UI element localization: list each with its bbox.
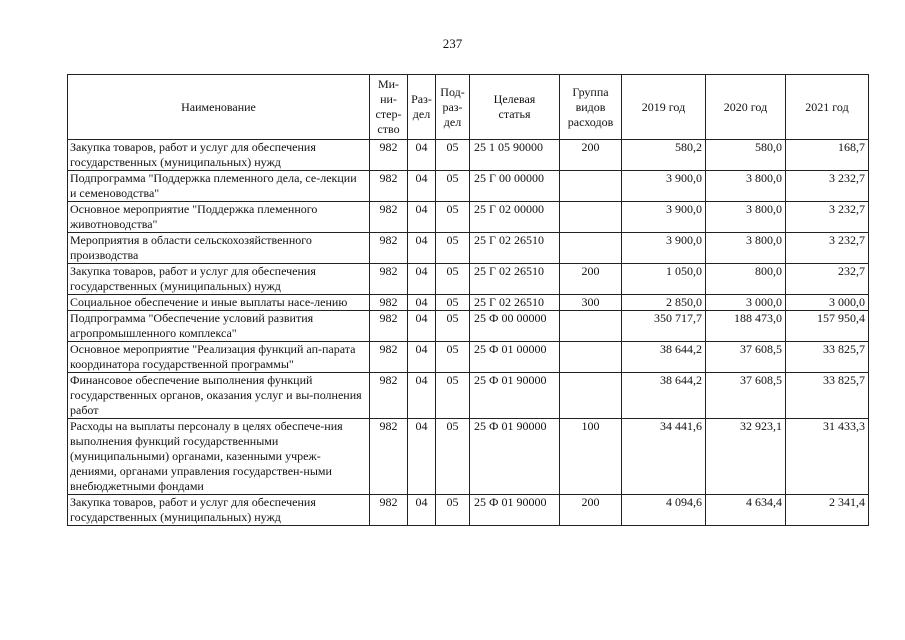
cell-group: 300 [560, 295, 622, 311]
header-target: Целевая статья [470, 75, 560, 140]
cell-group [560, 373, 622, 419]
cell-2021: 157 950,4 [786, 311, 869, 342]
cell-name: Социальное обеспечение и иные выплаты насе-лению [68, 295, 370, 311]
cell-group [560, 202, 622, 233]
cell-2020: 37 608,5 [706, 373, 786, 419]
table-row [68, 171, 869, 202]
cell-subsection: 05 [436, 311, 470, 342]
cell-2021: 168,7 [786, 140, 869, 171]
cell-target: 25 Г 02 26510 [470, 295, 560, 311]
table-row [68, 419, 869, 495]
cell-2019: 38 644,2 [622, 342, 706, 373]
cell-group: 200 [560, 140, 622, 171]
cell-2021: 31 433,3 [786, 419, 869, 495]
cell-subsection: 05 [436, 295, 470, 311]
cell-2019: 4 094,6 [622, 495, 706, 526]
cell-ministry: 982 [370, 495, 408, 526]
cell-2020: 3 800,0 [706, 233, 786, 264]
cell-name: Основное мероприятие "Реализация функций ап-парата координатора государственной программы" [68, 342, 370, 373]
cell-group: 100 [560, 419, 622, 495]
cell-name: Закупка товаров, работ и услуг для обеспечения государственных (муниципальных) нужд [68, 264, 370, 295]
cell-2020: 580,0 [706, 140, 786, 171]
cell-section: 04 [408, 419, 436, 495]
cell-2020: 800,0 [706, 264, 786, 295]
cell-2021: 3 232,7 [786, 233, 869, 264]
cell-subsection: 05 [436, 264, 470, 295]
cell-2020: 4 634,4 [706, 495, 786, 526]
cell-section: 04 [408, 140, 436, 171]
header-name: Наименование [68, 75, 370, 140]
cell-section: 04 [408, 373, 436, 419]
cell-target: 25 Г 00 00000 [470, 171, 560, 202]
cell-target: 25 Г 02 26510 [470, 233, 560, 264]
cell-2021: 33 825,7 [786, 373, 869, 419]
cell-target: 25 Г 02 26510 [470, 264, 560, 295]
cell-target: 25 Ф 01 90000 [470, 373, 560, 419]
cell-target: 25 Ф 01 90000 [470, 419, 560, 495]
header-2019: 2019 год [622, 75, 706, 140]
cell-group [560, 171, 622, 202]
cell-name: Финансовое обеспечение выполнения функций государственных органов, оказания услуг и вы-полнения работ [68, 373, 370, 419]
cell-2019: 34 441,6 [622, 419, 706, 495]
cell-section: 04 [408, 233, 436, 264]
cell-subsection: 05 [436, 171, 470, 202]
cell-name: Подпрограмма "Обеспечение условий развития агропромышленного комплекса" [68, 311, 370, 342]
header-ministry: Ми- ни- стер- ство [370, 75, 408, 140]
cell-2021: 232,7 [786, 264, 869, 295]
cell-name: Основное мероприятие "Поддержка племенного животноводства" [68, 202, 370, 233]
page-number: 237 [442, 36, 463, 51]
cell-target: 25 1 05 90000 [470, 140, 560, 171]
table-row [68, 373, 869, 419]
cell-ministry: 982 [370, 171, 408, 202]
cell-subsection: 05 [436, 202, 470, 233]
header-2020: 2020 год [706, 75, 786, 140]
cell-ministry: 982 [370, 202, 408, 233]
cell-section: 04 [408, 264, 436, 295]
cell-subsection: 05 [436, 342, 470, 373]
cell-2020: 188 473,0 [706, 311, 786, 342]
cell-2019: 3 900,0 [622, 171, 706, 202]
table-row [68, 233, 869, 264]
cell-2019: 580,2 [622, 140, 706, 171]
cell-name: Закупка товаров, работ и услуг для обеспечения государственных (муниципальных) нужд [68, 140, 370, 171]
cell-ministry: 982 [370, 419, 408, 495]
header-section: Раз- дел [408, 75, 436, 140]
cell-group [560, 311, 622, 342]
cell-ministry: 982 [370, 295, 408, 311]
cell-target: 25 Г 02 00000 [470, 202, 560, 233]
cell-2019: 3 900,0 [622, 202, 706, 233]
cell-section: 04 [408, 202, 436, 233]
cell-target: 25 Ф 00 00000 [470, 311, 560, 342]
cell-section: 04 [408, 171, 436, 202]
cell-group [560, 342, 622, 373]
cell-subsection: 05 [436, 373, 470, 419]
cell-2019: 3 900,0 [622, 233, 706, 264]
cell-subsection: 05 [436, 495, 470, 526]
cell-group: 200 [560, 495, 622, 526]
cell-ministry: 982 [370, 342, 408, 373]
cell-ministry: 982 [370, 311, 408, 342]
cell-2020: 3 000,0 [706, 295, 786, 311]
table-row [68, 311, 869, 342]
header-subsection: Под- раз- дел [436, 75, 470, 140]
cell-subsection: 05 [436, 233, 470, 264]
cell-2021: 3 232,7 [786, 171, 869, 202]
cell-section: 04 [408, 311, 436, 342]
table-body [68, 140, 869, 526]
cell-subsection: 05 [436, 419, 470, 495]
table-row [68, 295, 869, 311]
cell-name: Закупка товаров, работ и услуг для обеспечения государственных (муниципальных) нужд [68, 495, 370, 526]
cell-section: 04 [408, 342, 436, 373]
cell-2019: 350 717,7 [622, 311, 706, 342]
cell-2020: 3 800,0 [706, 171, 786, 202]
cell-target: 25 Ф 01 90000 [470, 495, 560, 526]
cell-target: 25 Ф 01 00000 [470, 342, 560, 373]
cell-2019: 1 050,0 [622, 264, 706, 295]
header-group: Группа видов расходов [560, 75, 622, 140]
cell-subsection: 05 [436, 140, 470, 171]
cell-name: Расходы на выплаты персоналу в целях обеспече-ния выполнения функций государственными (муниципальными) органами, казенными учреж-дениями, органами управления государствен-ными внебюджетными фондами [68, 419, 370, 495]
cell-section: 04 [408, 295, 436, 311]
table-header-row [68, 75, 869, 140]
cell-name: Мероприятия в области сельскохозяйственного производства [68, 233, 370, 264]
cell-2019: 38 644,2 [622, 373, 706, 419]
table-row [68, 342, 869, 373]
cell-2020: 32 923,1 [706, 419, 786, 495]
cell-ministry: 982 [370, 140, 408, 171]
table-row [68, 140, 869, 171]
cell-name: Подпрограмма "Поддержка племенного дела, се-лекции и семеноводства" [68, 171, 370, 202]
cell-group: 200 [560, 264, 622, 295]
cell-2021: 3 232,7 [786, 202, 869, 233]
cell-group [560, 233, 622, 264]
cell-section: 04 [408, 495, 436, 526]
cell-2021: 33 825,7 [786, 342, 869, 373]
cell-2020: 3 800,0 [706, 202, 786, 233]
cell-ministry: 982 [370, 264, 408, 295]
cell-2021: 2 341,4 [786, 495, 869, 526]
header-2021: 2021 год [786, 75, 869, 140]
table-row [68, 202, 869, 233]
cell-ministry: 982 [370, 373, 408, 419]
cell-2021: 3 000,0 [786, 295, 869, 311]
cell-ministry: 982 [370, 233, 408, 264]
table-row [68, 495, 869, 526]
cell-2019: 2 850,0 [622, 295, 706, 311]
cell-2020: 37 608,5 [706, 342, 786, 373]
table-row [68, 264, 869, 295]
budget-table [67, 74, 869, 526]
